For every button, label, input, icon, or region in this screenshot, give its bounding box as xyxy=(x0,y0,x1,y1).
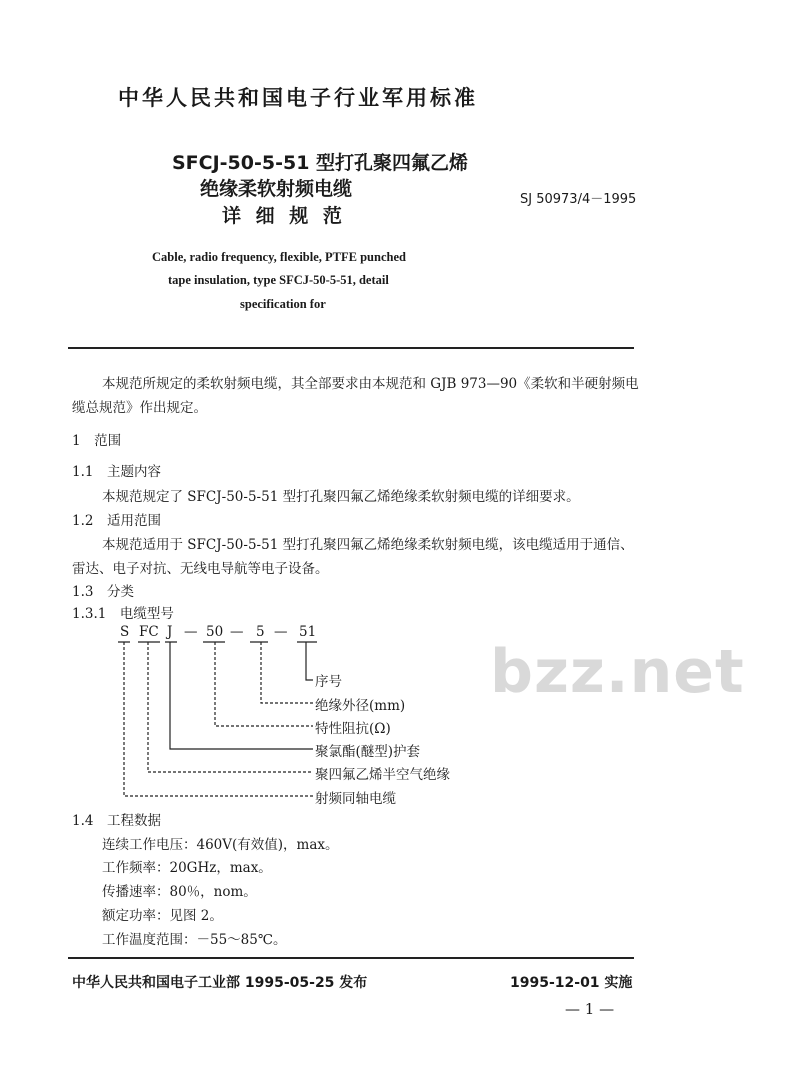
intro-line-1: 本规范所规定的柔软射频电缆，其全部要求由本规范和 GJB 973—90《柔软和半硬射频电 xyxy=(102,376,639,392)
standard-code: SJ 50973/4－1995 xyxy=(520,192,637,207)
section-1-2-heading: 1.2 适用范围 xyxy=(72,513,161,529)
english-title-2: tape insulation, type SFCJ-50-5-51, detail xyxy=(168,273,389,287)
model-dash: — xyxy=(184,624,198,640)
model-label-insulation: 聚四氟乙烯半空气绝缘 xyxy=(315,767,450,783)
page-number: — 1 — xyxy=(565,1000,615,1018)
model-part-50: 50 xyxy=(206,624,224,640)
title-line-2: 绝缘柔软射频电缆 xyxy=(200,178,353,200)
title-line-1: SFCJ-50-5-51 型打孔聚四氟乙烯 xyxy=(172,152,469,174)
section-1-3-1-heading: 1.3.1 电缆型号 xyxy=(72,606,174,622)
eng-data-power: 额定功率：见图 2。 xyxy=(102,908,223,924)
bottom-divider xyxy=(68,957,634,959)
intro-line-2: 缆总规范》作出规定。 xyxy=(72,400,207,416)
section-1-2-text-1: 本规范适用于 SFCJ-50-5-51 型打孔聚四氟乙烯绝缘柔软射频电缆，该电缆适用于通信、 xyxy=(102,537,634,553)
issue-date: 中华人民共和国电子工业部 1995-05-25 发布 xyxy=(72,975,368,991)
model-label-impedance: 特性阻抗(Ω) xyxy=(315,721,391,737)
eng-data-voltage: 连续工作电压：460V(有效值)，max。 xyxy=(102,837,339,853)
model-dash: — xyxy=(230,624,244,640)
model-part-j: J xyxy=(167,624,173,640)
section-1-heading: 1 范围 xyxy=(72,433,122,449)
model-part-51: 51 xyxy=(299,624,317,640)
model-part-s: S xyxy=(120,624,130,640)
model-label-jacket: 聚氯酯(醚型)护套 xyxy=(315,744,421,760)
eng-data-frequency: 工作频率：20GHz，max。 xyxy=(102,860,272,876)
eng-data-temperature: 工作温度范围：－55～85℃。 xyxy=(102,932,287,948)
english-title-1: Cable, radio frequency, flexible, PTFE punched xyxy=(152,250,406,264)
model-part-5: 5 xyxy=(256,624,265,640)
model-part-fc: FC xyxy=(139,624,159,640)
section-1-1-heading: 1.1 主题内容 xyxy=(72,464,161,480)
section-1-3-heading: 1.3 分类 xyxy=(72,584,134,600)
section-1-2-text-2: 雷达、电子对抗、无线电导航等电子设备。 xyxy=(72,561,329,577)
section-1-1-text: 本规范规定了 SFCJ-50-5-51 型打孔聚四氟乙烯绝缘柔软射频电缆的详细要求。 xyxy=(102,489,580,505)
model-label-cable: 射频同轴电缆 xyxy=(315,791,396,807)
title-line-3: 详 细 规 范 xyxy=(222,205,346,227)
model-dash: — xyxy=(274,624,288,640)
model-label-diameter: 绝缘外径(mm) xyxy=(315,698,406,714)
section-1-4-heading: 1.4 工程数据 xyxy=(72,813,161,829)
eng-data-velocity: 传播速率：80％，nom。 xyxy=(102,884,257,900)
english-title-3: specification for xyxy=(240,297,326,311)
standard-header: 中华人民共和国电子行业军用标准 xyxy=(118,86,478,110)
effective-date: 1995-12-01 实施 xyxy=(510,975,633,991)
watermark: bzz.net xyxy=(490,637,745,707)
model-label-serial: 序号 xyxy=(315,674,342,690)
